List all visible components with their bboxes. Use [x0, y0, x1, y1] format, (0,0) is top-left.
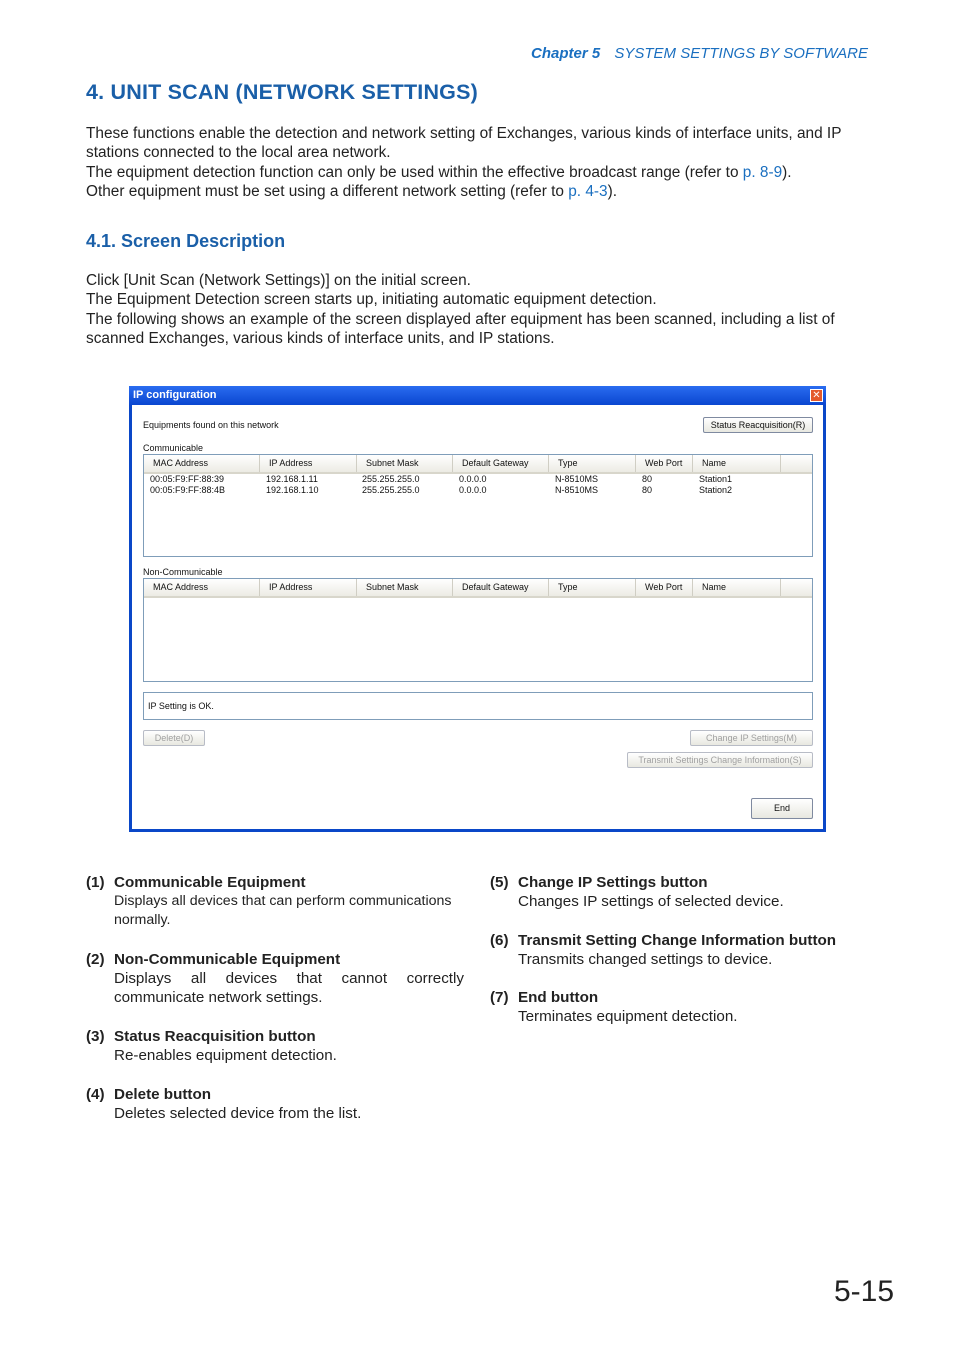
intro-line-3 [86, 182, 886, 201]
intro-line-2-text: The equipment detection function can only be used within the effective broadcast range (refer to [86, 163, 743, 181]
col-ip[interactable]: IP Address [260, 455, 357, 472]
legend-num: (3) [86, 1028, 105, 1045]
cell-webport: 80 [642, 474, 653, 484]
col-name[interactable]: Name [693, 455, 781, 472]
legend-desc: Terminates equipment detection. [518, 1008, 738, 1025]
legend-num: (2) [86, 951, 105, 968]
intro-line-3-text: Other equipment must be set using a different network setting (refer to [86, 183, 569, 201]
col-type[interactable]: Type [549, 455, 636, 472]
cell-ip: 192.168.1.10 [266, 485, 319, 495]
intro-line-1: These functions enable the detection and network setting of Exchanges, various kinds of interface units, and IP stations connected to the local area network. [86, 125, 842, 162]
cell-subnet: 255.255.255.0 [362, 474, 420, 484]
noncommunicable-label: Non-Communicable [143, 567, 223, 577]
cell-name: Station2 [699, 485, 733, 495]
col-subnet[interactable]: Subnet Mask [357, 579, 453, 596]
cell-type: N-8510MS [555, 474, 599, 484]
ip-configuration-dialog [129, 386, 826, 832]
legend-title: Status Reacquisition button [114, 1028, 316, 1045]
running-header [531, 45, 868, 62]
legend-title: Communicable Equipment [114, 874, 306, 891]
legend-title: Non-Communicable Equipment [114, 951, 341, 968]
page-title: 4. UNIT SCAN (NETWORK SETTINGS) [86, 80, 479, 104]
legend-num: (4) [86, 1086, 105, 1103]
cell-type: N-8510MS [555, 485, 599, 495]
legend-num: (6) [490, 932, 509, 949]
communicable-list[interactable] [143, 454, 813, 557]
legend-title: Change IP Settings button [518, 874, 708, 891]
close-icon[interactable]: ✕ [810, 389, 823, 402]
legend-desc: Transmits changed settings to device. [518, 951, 773, 968]
description-paragraph [86, 271, 886, 349]
legend-title: Delete button [114, 1086, 212, 1103]
legend-title: End button [518, 989, 599, 1006]
link-p-4-3[interactable]: p. 4-3 [568, 183, 608, 201]
status-box [143, 692, 813, 720]
cell-subnet: 255.255.255.0 [362, 485, 420, 495]
desc-line-1: Click [Unit Scan (Network Settings)] on the initial screen. [86, 272, 471, 289]
cell-ip: 192.168.1.11 [266, 474, 318, 484]
communicable-list-header [144, 455, 812, 474]
legend-desc: Displays all devices that can perform communications normally. [114, 893, 452, 929]
legend-num: (1) [86, 874, 105, 891]
noncommunicable-list[interactable] [143, 578, 813, 682]
intro-line-2-end: ). [782, 163, 792, 181]
dialog-client-area [132, 405, 823, 829]
intro-line-2 [86, 163, 886, 182]
communicable-label: Communicable [143, 443, 204, 453]
col-gateway[interactable]: Default Gateway [453, 455, 549, 472]
col-mac[interactable]: MAC Address [144, 455, 260, 472]
col-mac[interactable]: MAC Address [144, 579, 260, 596]
status-reacquisition-button[interactable]: Status Reacquisition(R) [703, 417, 813, 433]
cell-gateway: 0.0.0.0 [459, 474, 487, 484]
delete-button[interactable]: Delete(D) [143, 730, 205, 746]
intro-paragraph [86, 124, 886, 202]
legend-desc: Re-enables equipment detection. [114, 1047, 337, 1064]
desc-line-2: The Equipment Detection screen starts up, initiating automatic equipment detection. [86, 291, 657, 309]
legend-desc: Displays all devices that cannot correctly communicate network settings. [114, 970, 464, 1007]
col-name[interactable]: Name [693, 579, 781, 596]
found-label: Equipments found on this network [143, 420, 279, 430]
legend-desc: Deletes selected device from the list. [114, 1105, 362, 1122]
legend-num: (5) [490, 874, 509, 891]
col-webport[interactable]: Web Port [636, 579, 693, 596]
section-label: SYSTEM SETTINGS BY SOFTWARE [614, 45, 868, 62]
legend-title: Transmit Setting Change Information button [518, 932, 837, 949]
section-subtitle: 4.1. Screen Description [86, 231, 286, 251]
desc-line-3: The following shows an example of the screen displayed after equipment has been scanned, including a list of scanned Exchanges, various kinds of interface units, and IP stations. [86, 310, 835, 348]
dialog-title: IP configuration [133, 389, 217, 401]
intro-line-3-end: ). [607, 183, 617, 201]
cell-name: Station1 [699, 474, 733, 484]
end-button[interactable]: End [751, 798, 813, 819]
noncommunicable-list-header [144, 579, 812, 598]
col-subnet[interactable]: Subnet Mask [357, 455, 453, 472]
page-number: 5-15 [833, 1275, 894, 1308]
cell-mac: 00:05:F9:FF:88:39 [150, 474, 225, 484]
legend-num: (7) [490, 989, 509, 1006]
col-ip[interactable]: IP Address [260, 579, 357, 596]
cell-mac: 00:05:F9:FF:88:4B [150, 485, 226, 495]
change-ip-settings-button[interactable]: Change IP Settings(M) [690, 730, 813, 746]
col-type[interactable]: Type [549, 579, 636, 596]
col-gateway[interactable]: Default Gateway [453, 579, 549, 596]
dialog-titlebar[interactable] [129, 386, 826, 405]
legend-desc: Changes IP settings of selected device. [518, 893, 784, 910]
chapter-label: Chapter 5 [530, 45, 601, 62]
transmit-settings-button[interactable]: Transmit Settings Change Information(S) [627, 752, 813, 768]
col-webport[interactable]: Web Port [636, 455, 693, 472]
status-text: IP Setting is OK. [148, 701, 214, 711]
cell-webport: 80 [642, 485, 653, 495]
link-p-8-9[interactable]: p. 8-9 [742, 163, 783, 181]
cell-gateway: 0.0.0.0 [459, 485, 487, 495]
